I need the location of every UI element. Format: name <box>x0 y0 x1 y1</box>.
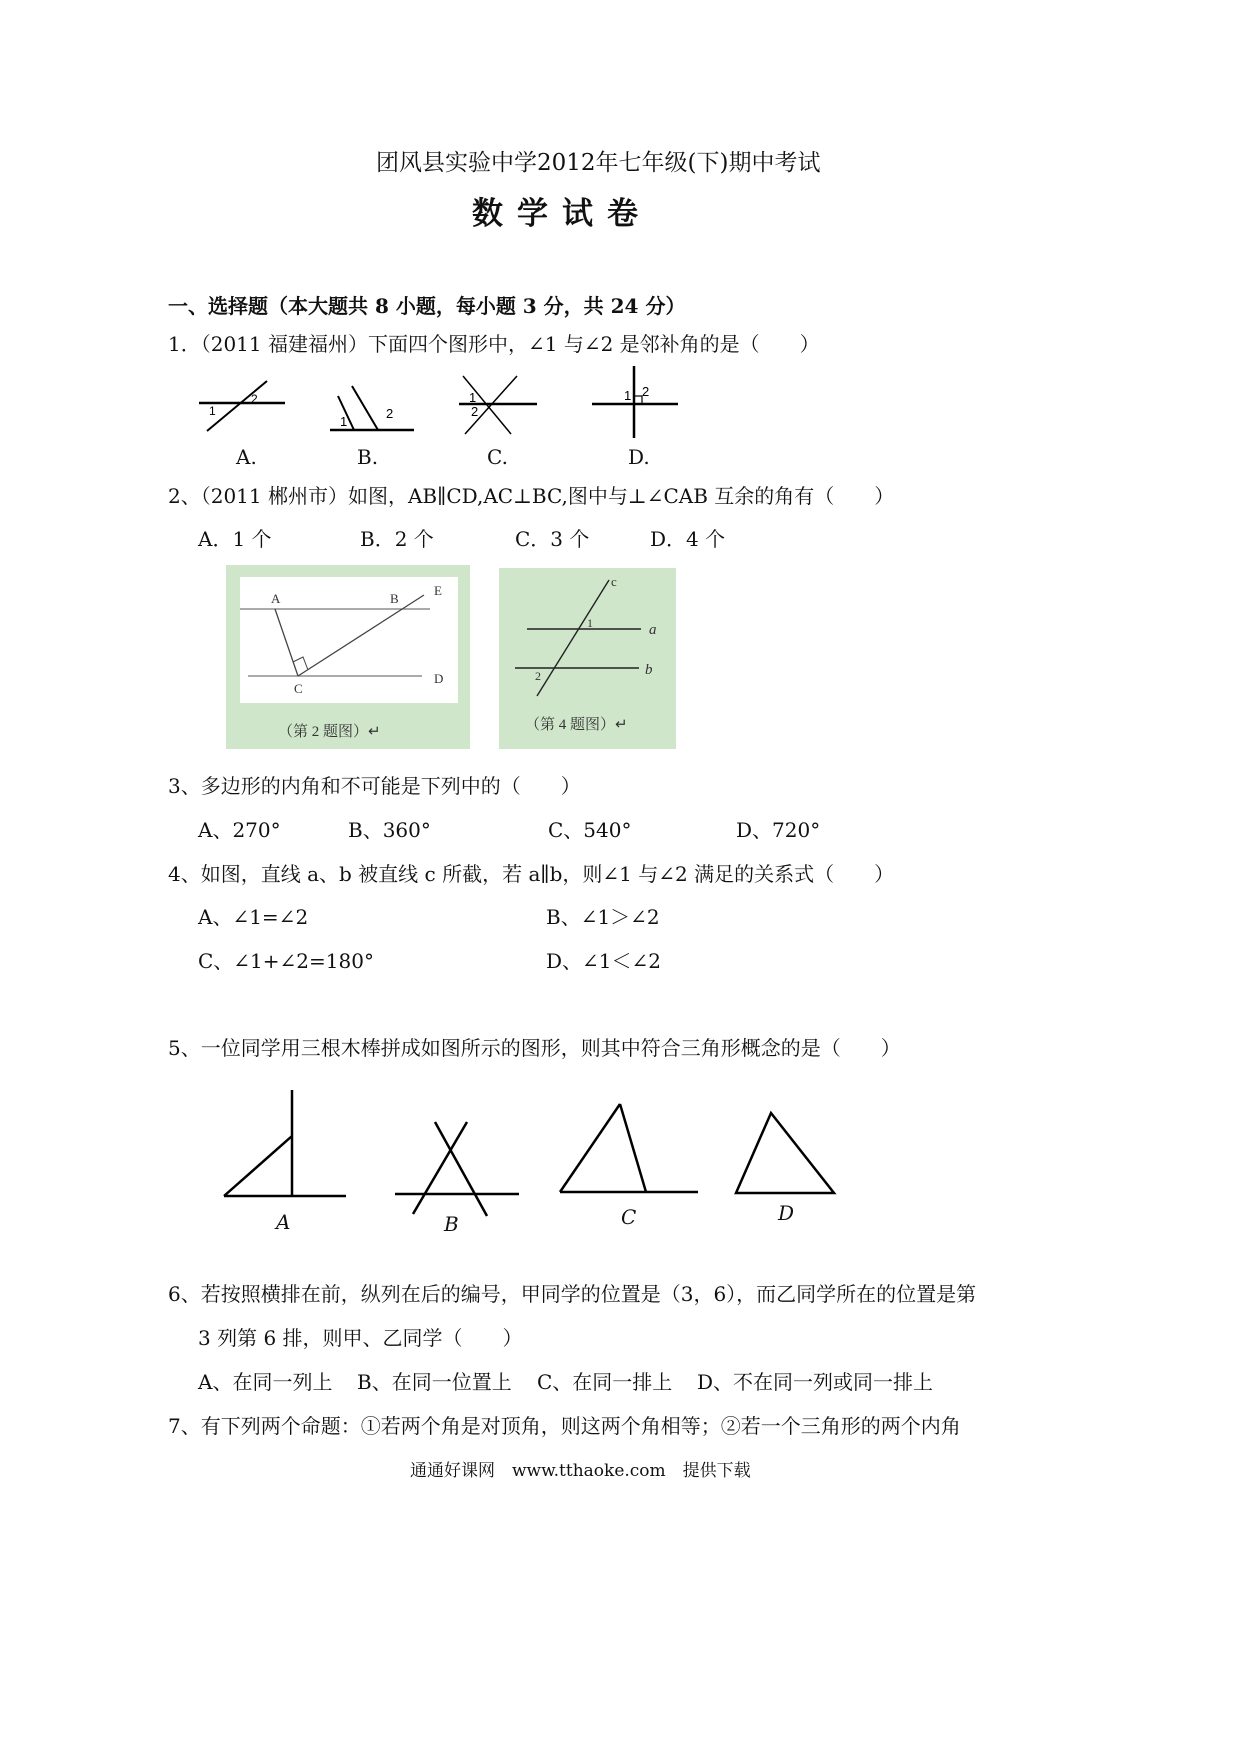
q1-label-b: B. <box>357 445 379 469</box>
q4-option-d: D、∠1＜∠2 <box>546 949 661 973</box>
q4-option-a: A、∠1=∠2 <box>198 905 309 929</box>
q1a-label-1: 1 <box>209 404 216 418</box>
q2-figure-panel <box>226 565 470 749</box>
question-5: 5、一位同学用三根木棒拼成如图所示的图形，则其中符合三角形概念的是（ ） <box>168 1036 901 1060</box>
q1c-label-1: 1 <box>469 390 477 405</box>
q5-figure-a <box>220 1088 350 1203</box>
q5-label-a: A <box>276 1210 291 1234</box>
question-6-line-1: 6、若按照横排在前，纵列在后的编号，甲同学的位置是（3，6），而乙同学所在的位置是第 <box>168 1282 977 1306</box>
q1b-label-2: 2 <box>386 406 394 421</box>
q4-option-b: B、∠1＞∠2 <box>546 905 660 929</box>
q1-figure-c <box>455 372 545 442</box>
q1-figure-b <box>328 382 428 442</box>
q1-label-c: C. <box>487 445 508 469</box>
school-title: 团风县实验中学2012年七年级(下)期中考试 <box>376 150 821 176</box>
q6-option-b: B、在同一位置上 <box>357 1370 512 1394</box>
q2-option-b: B．2 个 <box>360 527 434 551</box>
question-7: 7、有下列两个命题：①若两个角是对顶角，则这两个角相等；②若一个三角形的两个内角 <box>168 1414 961 1438</box>
question-6-line-2: 3 列第 6 排，则甲、乙同学（ ） <box>198 1326 523 1350</box>
q1d-label-2: 2 <box>642 384 650 399</box>
section-heading: 一、选择题（本大题共 8 小题，每小题 3 分，共 24 分） <box>168 294 686 318</box>
q1-figure-d <box>590 362 680 442</box>
q5-figure-d <box>734 1110 839 1198</box>
question-2: 2、（2011 郴州市）如图，AB∥CD,AC⊥BC,图中与⊥∠CAB 互余的角有（ ） <box>168 484 895 508</box>
q1-label-a: A. <box>236 445 257 469</box>
q5-figure-c <box>558 1100 703 1200</box>
q1a-label-2: 2 <box>251 392 258 406</box>
q3-option-b: B、360° <box>348 818 431 842</box>
q1d-label-1: 1 <box>624 388 632 403</box>
q2-point-c: C <box>294 681 303 696</box>
q4-caption: （第 4 题图）↵ <box>525 717 628 733</box>
q4-figure <box>499 568 676 749</box>
q6-option-a: A、在同一列上 <box>198 1370 333 1394</box>
q4-label-2: 2 <box>535 669 541 683</box>
q2-point-b: B <box>390 591 399 606</box>
q2-option-c: C．3 个 <box>515 527 590 551</box>
footer-credit: 通通好课网 www.tthaoke.com 提供下载 <box>410 1461 751 1481</box>
question-4: 4、如图，直线 a、b 被直线 c 所截，若 a∥b，则∠1 与∠2 满足的关系式（ ） <box>168 862 895 886</box>
q5-figure-b <box>393 1118 523 1218</box>
question-3: 3、多边形的内角和不可能是下列中的（ ） <box>168 774 581 798</box>
q3-option-c: C、540° <box>548 818 632 842</box>
q5-label-d: D <box>778 1201 795 1225</box>
q1-label-d: D. <box>628 445 650 469</box>
q4-figure-panel <box>499 568 676 749</box>
q1-figure-a <box>195 375 295 435</box>
q2-point-a: A <box>271 591 281 606</box>
q3-option-a: A、270° <box>198 818 281 842</box>
q1c-label-2: 2 <box>471 404 479 419</box>
q4-option-c: C、∠1+∠2=180° <box>198 949 374 973</box>
q4-label-c: c <box>611 574 617 589</box>
q2-point-d: D <box>434 671 444 686</box>
question-1: 1．（2011 福建福州）下面四个图形中，∠1 与∠2 是邻补角的是（ ） <box>168 332 820 356</box>
q5-label-b: B <box>444 1212 459 1236</box>
q4-label-b: b <box>645 662 653 678</box>
q1b-label-1: 1 <box>340 414 348 429</box>
q4-label-a: a <box>649 622 657 638</box>
q2-figure <box>226 565 470 749</box>
subject-title: 数学试卷 <box>472 196 652 232</box>
q6-option-c: C、在同一排上 <box>537 1370 673 1394</box>
q2-option-a: A．1 个 <box>198 527 272 551</box>
q2-caption: （第 2 题图）↵ <box>278 724 381 740</box>
q2-option-d: D．4 个 <box>650 527 726 551</box>
q2-point-e: E <box>434 583 442 598</box>
q3-option-d: D、720° <box>736 818 821 842</box>
q5-label-c: C <box>621 1205 637 1229</box>
q4-label-1: 1 <box>587 616 593 630</box>
q6-option-d: D、不在同一列或同一排上 <box>697 1370 934 1394</box>
